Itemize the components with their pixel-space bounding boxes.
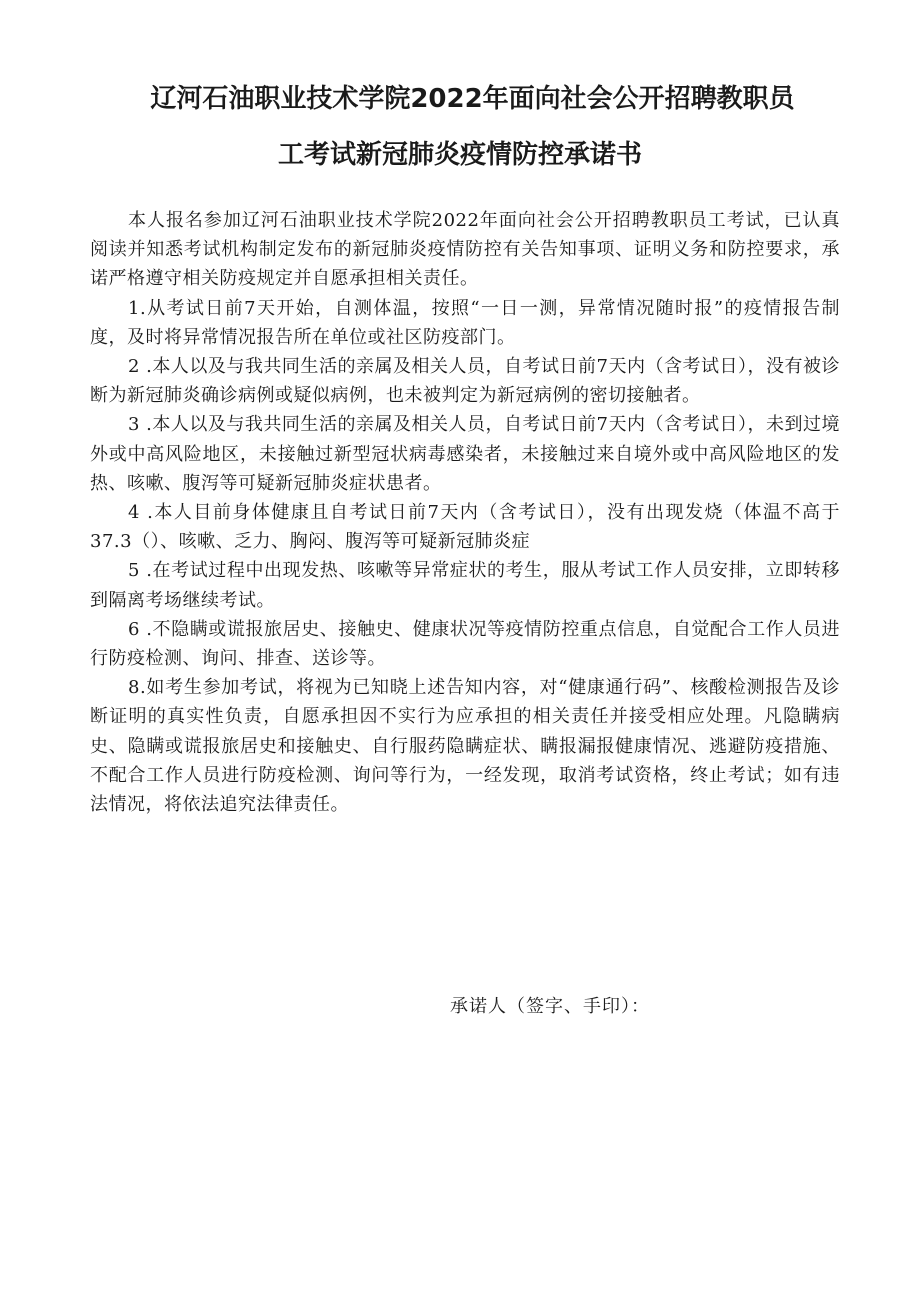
document-title-line-1: 辽河石油职业技术学院2022年面向社会公开招聘教职员 <box>150 84 795 114</box>
paragraph-item-5: 5 .在考试过程中出现发热、咳嗽等异常症状的考生，服从考试工作人员安排，立即转移到隔离考场继续考试。 <box>90 560 840 611</box>
paragraph-item-1: 1.从考试日前7天开始，自测体温，按照“一日一测，异常情况随时报”的疫情报告制度，及时将异常情况报告所在单位或社区防疫部门。 <box>90 297 840 348</box>
paragraph-intro: 本人报名参加辽河石油职业技术学院2022年面向社会公开招聘教职员工考试，已认真阅读并知悉考试机构制定发布的新冠肺炎疫情防控有关告知事项、证明义务和防控要求，承诺严格遵守相关防疫规定并自愿承担相关责任。 <box>90 210 840 290</box>
paragraph-item-4: 4 .本人目前身体健康且自考试日前7天内（含考试日），没有出现发烧（体温不高于37.3（）、咳嗽、乏力、胸闷、腹泻等可疑新冠肺炎症 <box>90 502 840 553</box>
document-body <box>90 206 840 819</box>
signature-label: 承诺人（签字、手印）： <box>450 996 650 1017</box>
paragraph-item-6: 6 .不隐瞒或谎报旅居史、接触史、健康状况等疫情防控重点信息，自觉配合工作人员进行防疫检测、询问、排查、送诊等。 <box>90 618 840 670</box>
document-title-line-2: 工考试新冠肺炎疫情防控承诺书 <box>277 140 642 170</box>
paragraph-item-8: 8.如考生参加考试，将视为已知晓上述告知内容，对“健康通行码”、核酸检测报告及诊断证明的真实性负责，自愿承担因不实行为应承担的相关责任并接受相应处理。凡隐瞒病史、隐瞒或谎报旅居史和接触史、自行服药隐瞒症状、瞒报漏报健康情况、逃避防疫措施、不配合工作人员进行防疫检测、询问等行为，一经发现，取消考试资格，终止考试；如有违法情况，将依法追究法律责任。 <box>90 677 840 816</box>
paragraph-item-3: 3 .本人以及与我共同生活的亲属及相关人员，自考试日前7天内（含考试日），未到过境外或中高风险地区，未接触过新型冠状病毒感染者，未接触过来自境外或中高风险地区的发热、咳嗽、腹泻等可疑新冠肺炎症状患者。 <box>90 414 840 494</box>
paragraph-item-2: 2 .本人以及与我共同生活的亲属及相关人员，自考试日前7天内（含考试日），没有被诊断为新冠肺炎确诊病例或疑似病例，也未被判定为新冠病例的密切接触者。 <box>90 356 840 407</box>
